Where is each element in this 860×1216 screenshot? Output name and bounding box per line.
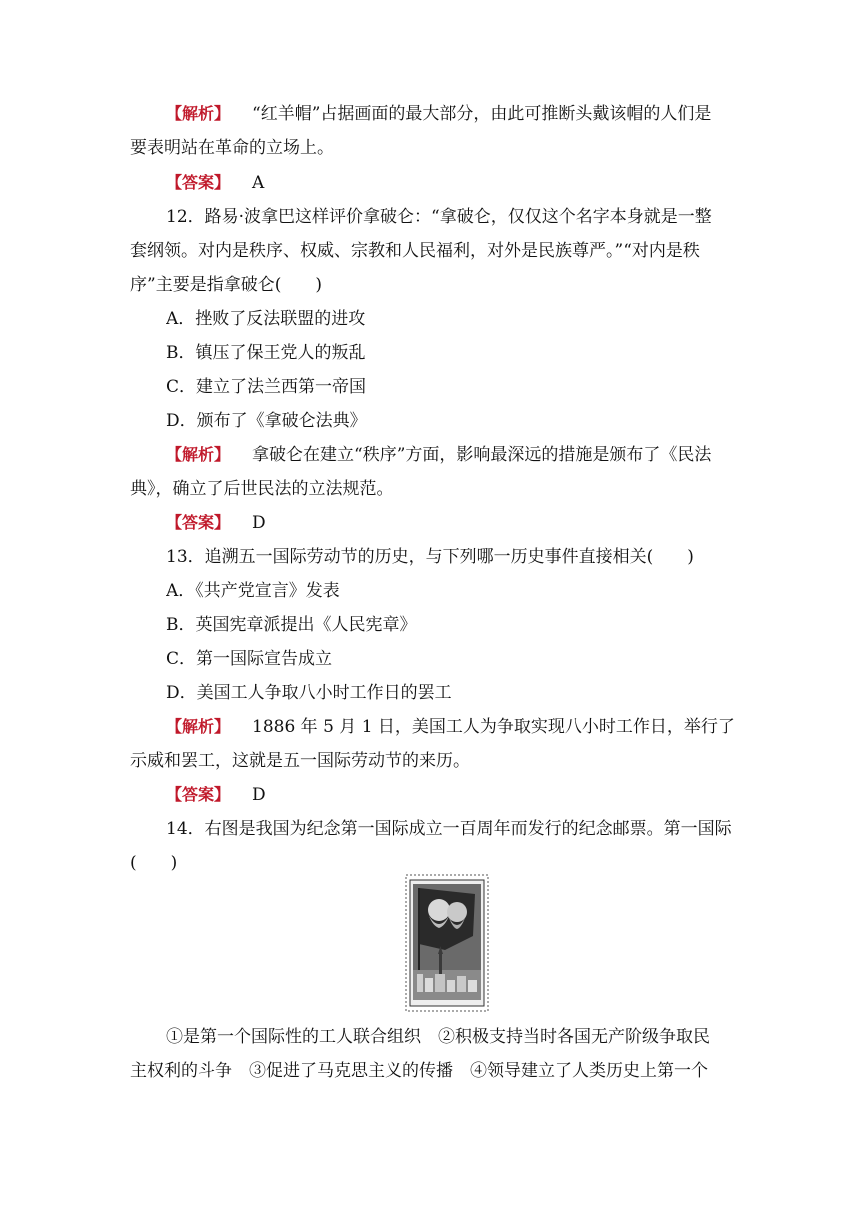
analysis-tag: 【解析】 — [166, 104, 231, 123]
q12-answer-value: D — [252, 513, 266, 533]
q13-option-c: C．第一国际宣告成立 — [166, 649, 333, 669]
q12-option-d: D．颁布了《拿破仑法典》 — [166, 411, 367, 431]
answer-tag: 【答案】 — [166, 785, 231, 804]
q11-answer — [166, 166, 766, 200]
q11-analysis-line1: “红羊帽”占据画面的最大部分，由此可推断头戴该帽的人们是 — [252, 104, 712, 124]
q12-stem-line3: 序”主要是指拿破仑( ) — [130, 275, 322, 295]
q13-analysis-line2: 示威和罢工，这就是五一国际劳动节的来历。 — [130, 751, 470, 771]
q13-stem-line1: 13．追溯五一国际劳动节的历史，与下列哪一历史事件直接相关( ) — [166, 547, 694, 567]
q12-option-b: B．镇压了保王党人的叛乱 — [166, 343, 366, 363]
q12-stem-line2: 套纲领。对内是秩序、权威、宗教和人民福利，对外是民族尊严。”“对内是秩 — [130, 241, 700, 261]
analysis-tag: 【解析】 — [166, 717, 231, 736]
q12-analysis-line2: 典》，确立了后世民法的立法规范。 — [130, 479, 394, 499]
answer-tag: 【答案】 — [166, 513, 231, 532]
q13-option-a: A．《共产党宣言》发表 — [166, 581, 340, 601]
commemorative-stamp-image — [405, 874, 489, 1012]
q13-option-d: D．美国工人争取八小时工作日的罢工 — [166, 683, 452, 703]
q11-answer-value: A — [252, 173, 265, 193]
q11-analysis-line2: 要表明站在革命的立场上。 — [130, 138, 334, 158]
q12-analysis — [166, 438, 766, 472]
q13-answer — [166, 778, 766, 812]
q12-option-a: A．挫败了反法联盟的进攻 — [166, 309, 366, 329]
q14-stem-line1: 14．右图是我国为纪念第一国际成立一百周年而发行的纪念邮票。第一国际 — [166, 819, 732, 839]
answer-tag: 【答案】 — [166, 173, 231, 192]
q12-option-c: C．建立了法兰西第一帝国 — [166, 377, 367, 397]
q12-answer — [166, 506, 766, 540]
q14-items-line2: 主权利的斗争 ③促进了马克思主义的传播 ④领导建立了人类历史上第一个 — [130, 1061, 708, 1081]
q13-analysis — [166, 710, 766, 744]
q13-option-b: B．英国宪章派提出《人民宪章》 — [166, 615, 417, 635]
q11-analysis — [166, 97, 766, 131]
q12-stem-line1: 12．路易·波拿巴这样评价拿破仑：“拿破仑，仅仅这个名字本身就是一整 — [166, 207, 712, 227]
q13-analysis-line1: 1886 年 5 月 1 日，美国工人为争取实现八小时工作日，举行了 — [252, 717, 735, 737]
q14-items-line1: ①是第一个国际性的工人联合组织 ②积极支持当时各国无产阶级争取民 — [166, 1027, 710, 1047]
q14-stem-line2: ( ) — [130, 853, 178, 873]
q12-analysis-line1: 拿破仑在建立“秩序”方面，影响最深远的措施是颁布了《民法 — [252, 445, 712, 465]
q13-answer-value: D — [252, 785, 266, 805]
analysis-tag: 【解析】 — [166, 445, 231, 464]
